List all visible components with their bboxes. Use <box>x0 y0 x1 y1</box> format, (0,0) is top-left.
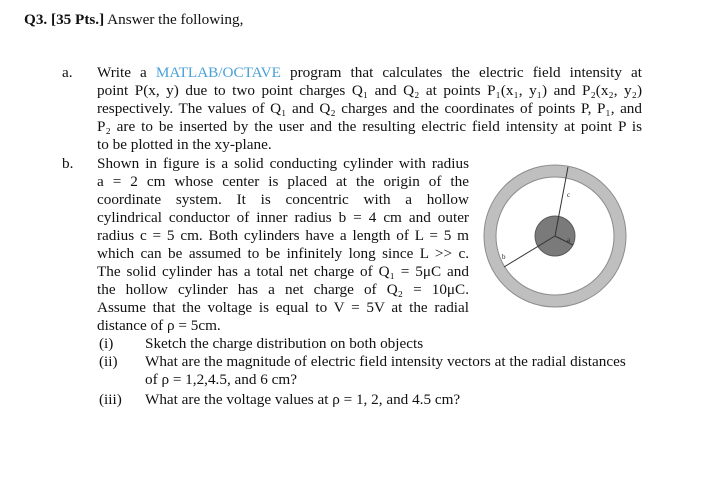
part-b-line-6: which can be assumed to be infinitely long since L >> c. <box>97 245 469 262</box>
part-a-line-4: P₂ are to be inserted by the user and the resulting electric field intensity at point P is <box>97 118 642 135</box>
label-a: a <box>567 236 571 244</box>
part-a-line-5: to be plotted in the xy-plane. <box>97 136 272 153</box>
part-b-line-10: distance of ρ = 5cm. <box>97 317 221 334</box>
part-b-line-1: Shown in figure is a solid conducting cylinder with radius <box>97 155 469 172</box>
part-b-line-9: Assume that the voltage is equal to V = 5V at the radial <box>97 299 469 316</box>
part-a-label: a. <box>62 64 73 81</box>
part-b-line-7: The solid cylinder has a total net charge of Q₁ = 5μC and <box>97 263 469 280</box>
part-b-label: b. <box>62 155 74 172</box>
subpart-iii-text: What are the voltage values at ρ = 1, 2, and 4.5 cm? <box>145 391 461 408</box>
part-a-line-1: Write a MATLAB/OCTAVE program that calculates the electric field intensity at <box>97 64 642 81</box>
question-instruction: Answer the following, <box>107 11 244 28</box>
subpart-i-label: (i) <box>99 335 114 352</box>
question-heading <box>24 11 243 28</box>
part-b-line-4: cylindrical conductor of inner radius b = 4 cm and outer <box>97 209 469 226</box>
subpart-ii-text: What are the magnitude of electric field intensity vectors at the radial distances <box>145 353 626 370</box>
label-c: c <box>567 191 571 199</box>
part-b-line-5: radius c = 5 cm. Both cylinders have a length of L = 5 m <box>97 227 469 244</box>
part-a-line-2: point P(x, y) due to two point charges Q₁ and Q₂ at points P₁(x₁, y₁) and P₂(x₂, y₂) <box>97 82 642 99</box>
part-b-line-8: the hollow cylinder has a net charge of Q₂ = 10μC. <box>97 281 469 298</box>
part-b-line-3: coordinate system. It is concentric with a hollow <box>97 191 469 208</box>
question-points: [35 Pts.] <box>51 11 105 28</box>
matlab-link-text: MATLAB/OCTAVE <box>155 64 281 81</box>
subpart-ii-text-cont: of ρ = 1,2,4.5, and 6 cm? <box>145 371 297 388</box>
subpart-ii-label: (ii) <box>99 353 118 370</box>
question-number: Q3. <box>24 11 48 28</box>
subpart-i-text: Sketch the charge distribution on both objects <box>145 335 424 352</box>
part-a-line-3: respectively. The values of Q₁ and Q₂ charges and the coordinates of points P, P₁, and <box>97 100 642 117</box>
label-b: b <box>502 253 506 261</box>
part-b-line-2: a = 2 cm whose center is placed at the origin of the <box>97 173 469 190</box>
cylinder-cross-section-figure <box>482 163 628 309</box>
subpart-iii-label: (iii) <box>99 391 122 408</box>
